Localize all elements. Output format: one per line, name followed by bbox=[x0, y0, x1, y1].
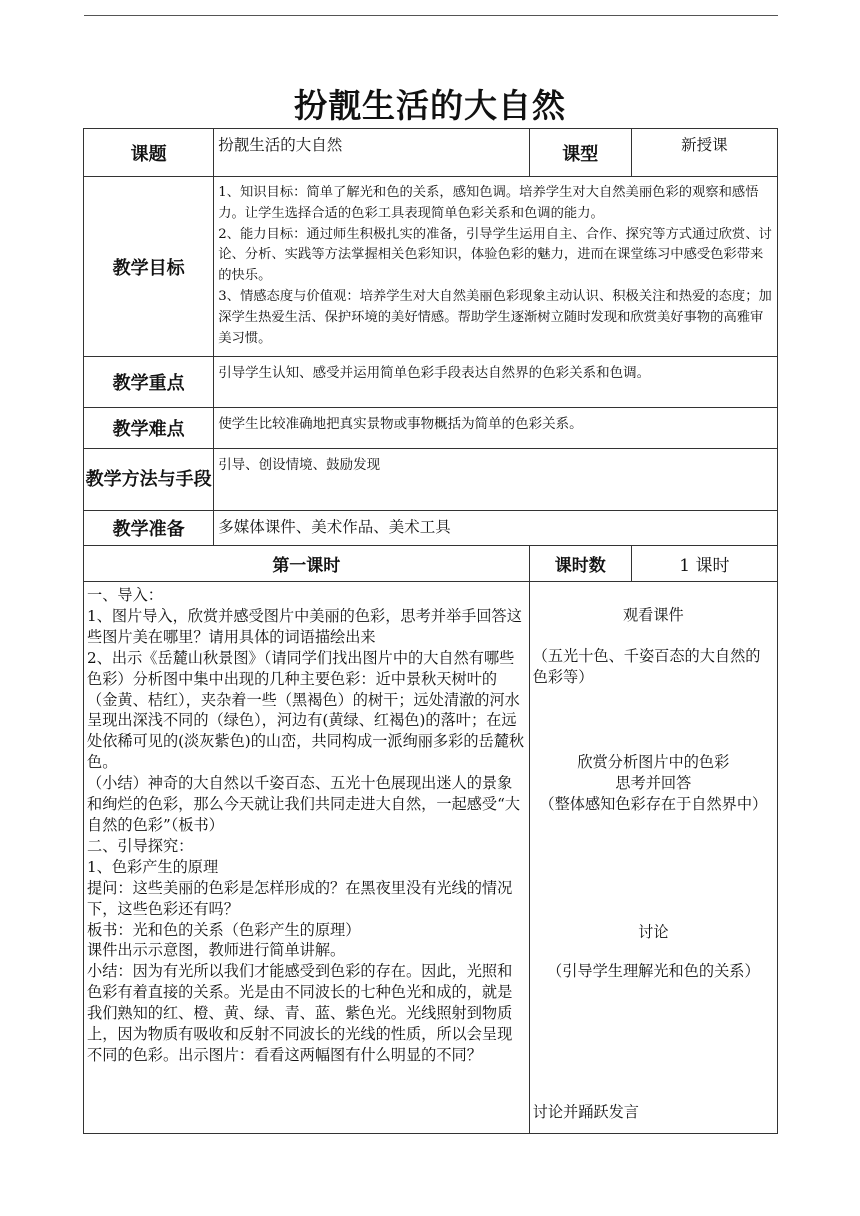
process-line: 小结：因为有光所以我们才能感受到色彩的存在。因此，光照和色彩有着直接的关系。光是由不同波长的七种色光和成的，就是我们熟知的红、橙、黄、绿、青、蓝、紫色光。光线照射到物质上，因为物质有吸收和反射不同波长的光线的性质，所以会呈现不同的色彩。出示图片：看看这两幅图有什么明显的不同？ bbox=[87, 962, 513, 1064]
process-line: 板书：光和色的关系（色彩产生的原理） bbox=[87, 920, 361, 939]
header-rule bbox=[84, 15, 778, 16]
topic-label: 课题 bbox=[84, 129, 214, 177]
hours-value: 1 课时 bbox=[631, 546, 777, 582]
process-line: 一、导入： bbox=[87, 586, 163, 604]
process-line: 提问：这些美丽的色彩是怎样形成的？在黑夜里没有光线的情况下，这些色彩还有吗？ bbox=[87, 878, 513, 918]
goal-ability: 2、能力目标：通过师生积极扎实的准备，引导学生运用自主、合作、探究等方式通过欣赏、讨论、分析、实践等方法掌握相关色彩知识，体验色彩的魅力，进而在课堂练习中感受色彩带来的快乐。 bbox=[218, 226, 772, 284]
document-title: 扮靓生活的大自然 bbox=[294, 86, 566, 125]
activity-analyze: 欣赏分析图片中的色彩 bbox=[577, 753, 730, 771]
process-line: 1、图片导入，欣赏并感受图片中美丽的色彩，思考并举手回答这些图片美在哪里？请用具体的词语描绘出来 bbox=[87, 606, 522, 646]
preparation-value: 多媒体课件、美术作品、美术工具 bbox=[214, 511, 778, 546]
process-line: （小结）神奇的大自然以千姿百态、五光十色展现出迷人的景象和绚烂的色彩，那么今天就让我们共同走进大自然，一起感受“大自然的色彩”（板书） bbox=[87, 774, 521, 834]
goal-knowledge: 1、知识目标：简单了解光和色的关系，感知色调。培养学生对大自然美丽色彩的观察和感悟力。让学生选择合适的色彩工具表现简单色彩关系和色调的能力。 bbox=[218, 185, 759, 221]
lesson-type-value: 新授课 bbox=[631, 129, 777, 177]
difficulty-label: 教学难点 bbox=[84, 408, 214, 449]
process-line: 课件出示示意图，教师进行简单讲解。 bbox=[87, 941, 346, 960]
teaching-process bbox=[84, 582, 530, 1134]
process-line: 2、出示《岳麓山秋景图》（请同学们找出图片中的大自然有哪些色彩）分析图中集中出现的几种主要色彩：近中景秋天树叶的（金黄、桔红），夹杂着一些（黑褐色）的树干；远处清澈的河水呈现出深浅不同的（绿色），河边有(黄绿、红褐色)的落叶；在远处依稀可见的(淡灰紫色)的山峦，共同构成一派绚丽多彩的岳麓秋色。 bbox=[87, 648, 525, 772]
activity-perceive: （整体感知色彩存在于自然界中） bbox=[539, 795, 768, 813]
preparation-label: 教学准备 bbox=[84, 511, 214, 546]
methods-label: 教学方法与手段 bbox=[84, 449, 214, 511]
period-label: 第一课时 bbox=[84, 546, 530, 582]
process-line: 1、色彩产生的原理 bbox=[87, 857, 219, 876]
hours-label: 课时数 bbox=[529, 546, 631, 582]
goal-attitude: 3、情感态度与价值观：培养学生对大自然美丽色彩现象主动认识、积极关注和热爱的态度；加深学生热爱生活、保护环境的美好情感。帮助学生逐渐树立随时发现和欣赏美好事物的高雅审美习惯。 bbox=[218, 288, 772, 346]
activity-discuss: 讨论 bbox=[638, 923, 669, 941]
activity-answer: 思考并回答 bbox=[615, 774, 692, 792]
goals-label: 教学目标 bbox=[84, 177, 214, 357]
difficulty-value: 使学生比较准确地把真实景物或事物概括为简单的色彩关系。 bbox=[214, 408, 778, 449]
key-point-label: 教学重点 bbox=[84, 357, 214, 408]
activity-speak: 讨论并踊跃发言 bbox=[532, 1103, 639, 1121]
topic-value: 扮靓生活的大自然 bbox=[214, 129, 529, 177]
methods-value: 引导、创设情境、鼓励发现 bbox=[214, 449, 778, 511]
goals-content bbox=[214, 177, 778, 357]
student-activity bbox=[529, 582, 777, 1134]
lesson-plan-table bbox=[83, 128, 778, 1134]
process-line: 二、引导探究： bbox=[87, 836, 194, 855]
lesson-type-label: 课型 bbox=[529, 129, 631, 177]
activity-colors-note: （五光十色、千姿百态的大自然的色彩等） bbox=[532, 647, 761, 686]
key-point-value: 引导学生认知、感受并运用简单色彩手段表达自然界的色彩关系和色调。 bbox=[214, 357, 778, 408]
activity-light-color: （引导学生理解光和色的关系） bbox=[547, 962, 760, 980]
activity-watch: 观看课件 bbox=[622, 606, 684, 624]
